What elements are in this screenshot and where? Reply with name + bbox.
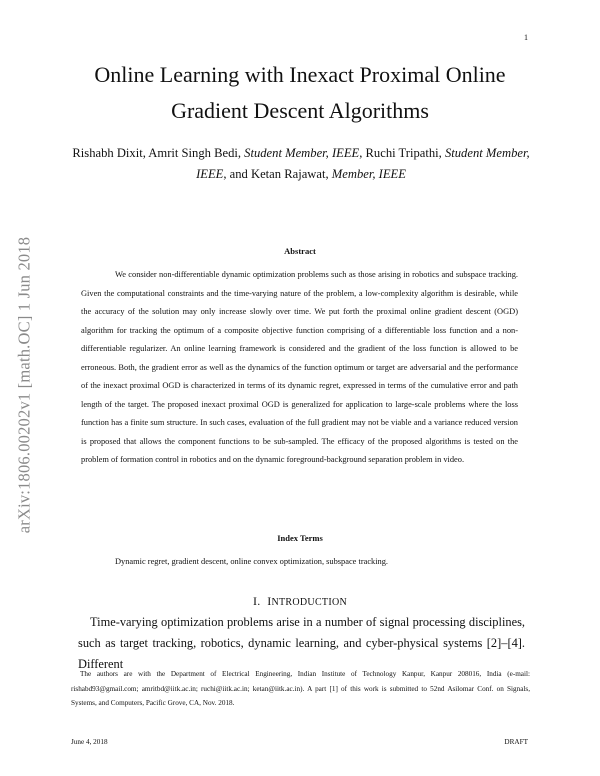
- footnote: The authors are with the Department of Electrical Engineering, Indian Institute of Technology Kanpur, Kanpur 208016, India (e-mail: rishabd93@gmail.com; amritbd@iitk.ac.in; ruchi@iitk.ac.in; ketan@iitk.ac.in). A part [1] of this work is submitted to 52nd Asilomar Conf. on Signals, Systems, and Computers, Pacific Grove, CA, Nov. 2018.: [71, 670, 530, 707]
- author-role-2: Student Member, IEEE: [196, 146, 530, 181]
- index-terms-text: Dynamic regret, gradient descent, online convex optimization, subspace tracking.: [115, 557, 389, 566]
- author-role-1: Student Member, IEEE: [244, 146, 360, 160]
- paper-title: Online Learning with Inexact Proximal Online Gradient Descent Algorithms: [94, 62, 506, 123]
- author-names-3: , and Ketan Rajawat,: [223, 167, 332, 181]
- abstract-text: We consider non-differentiable dynamic optimization problems such as those arising in robotics and subspace tracking. Given the computational constraints and the time-varying nature of the problem, a low-complexity algorithm is desirable, while the accuracy of the solution may only increase slowly over time. We put forth the proximal online gradient descent (OGD) algorithm for tracking the optimum of a composite objective function comprising of a differentiable loss function and a non-differentiable regularizer. An online learning framework is considered and the gradient of the loss function is allowed to be erroneous. Both, the gradient error as well as the dynamics of the function optimum or target are adversarial and the performance of the inexact proximal OGD is characterized in terms of its dynamic regret, expressed in terms of the cumulative error and path length of the target. The proposed inexact proximal OGD is generalized for application to large-scale problems where the loss function has a finite sum structure. In such cases, evaluation of the full gradient may not be viable and a variance reduced version is proposed that allows the component functions to be sub-sampled. The efficacy of the proposed algorithms is tested on the problem of formation control in robotics and on the dynamic foreground-background separation problem in video.: [81, 270, 518, 464]
- page-number: 1: [524, 33, 528, 42]
- author-role-3: Member, IEEE: [331, 167, 406, 181]
- footer-draft-label: DRAFT: [504, 738, 528, 746]
- abstract-heading: Abstract: [284, 246, 316, 256]
- section-numeral: I.: [252, 594, 261, 608]
- author-names-1: Rishabh Dixit, Amrit Singh Bedi,: [72, 146, 245, 160]
- footer-date: June 4, 2018: [71, 738, 108, 746]
- arxiv-stamp-text: arXiv:1806.00202v1 [math.OC] 1 Jun 2018: [14, 236, 33, 533]
- section-title-first-letter: I: [267, 594, 272, 608]
- introduction-paragraph: Time-varying optimization problems arise in a number of signal processing disciplines, such as target tracking, robotics, dynamic learning, and cyber-physical systems [2]–[4]. Different: [78, 615, 525, 671]
- author-names-2: , Ruchi Tripathi,: [359, 146, 445, 160]
- section-title-rest: NTRODUCTION: [271, 597, 348, 608]
- author-list: [68, 143, 534, 185]
- section-heading-introduction: [0, 594, 600, 609]
- index-terms-heading: Index Terms: [277, 533, 323, 543]
